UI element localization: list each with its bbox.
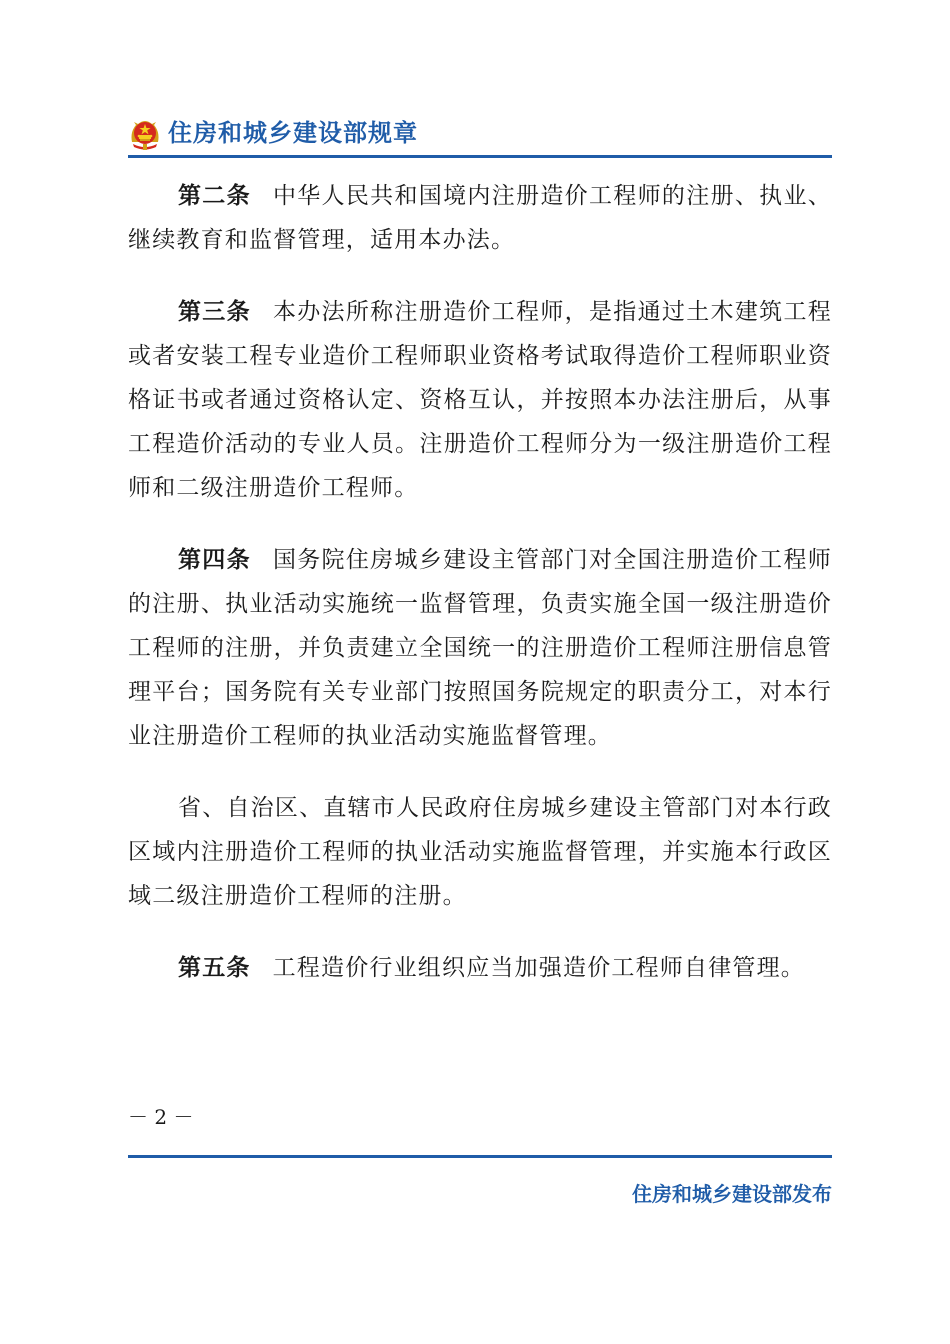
page-header: [128, 112, 832, 156]
article-text: 省、自治区、直辖市人民政府住房城乡建设主管部门对本行政区域内注册造价工程师的执业活动实施监督管理，并实施本行政区域二级注册造价工程师的注册。: [128, 795, 832, 909]
article-number: 第四条: [178, 547, 251, 573]
article-text: 中华人民共和国境内注册造价工程师的注册、执业、继续教育和监督管理，适用本办法。: [128, 183, 832, 253]
article-paragraph: [128, 946, 832, 990]
article-paragraph: [128, 174, 832, 262]
document-body: [128, 174, 832, 1018]
national-emblem-icon: [128, 116, 162, 152]
footer-publisher: 住房和城乡建设部发布: [632, 1182, 832, 1206]
article-number: 第二条: [178, 183, 251, 209]
page-number: － 2 －: [128, 1105, 194, 1129]
article-text: 本办法所称注册造价工程师，是指通过土木建筑工程或者安装工程专业造价工程师职业资格考试取得造价工程师职业资格证书或者通过资格认定、资格互认，并按照本办法注册后，从事工程造价活动的专业人员。注册造价工程师分为一级注册造价工程师和二级注册造价工程师。: [128, 299, 832, 501]
header-title: 住房和城乡建设部规章: [168, 119, 418, 147]
article-paragraph: [128, 538, 832, 758]
article-text: 工程造价行业组织应当加强造价工程师自律管理。: [272, 955, 806, 981]
article-number: 第三条: [178, 299, 251, 325]
article-number: 第五条: [178, 955, 251, 981]
header-divider: [128, 155, 832, 158]
article-text: 国务院住房城乡建设主管部门对全国注册造价工程师的注册、执业活动实施统一监督管理，负责实施全国一级注册造价工程师的注册，并负责建立全国统一的注册造价工程师注册信息管理平台；国务院有关专业部门按照国务院规定的职责分工，对本行业注册造价工程师的执业活动实施监督管理。: [128, 547, 832, 749]
article-paragraph: [128, 786, 832, 918]
article-paragraph: [128, 290, 832, 510]
footer-divider: [128, 1155, 832, 1158]
